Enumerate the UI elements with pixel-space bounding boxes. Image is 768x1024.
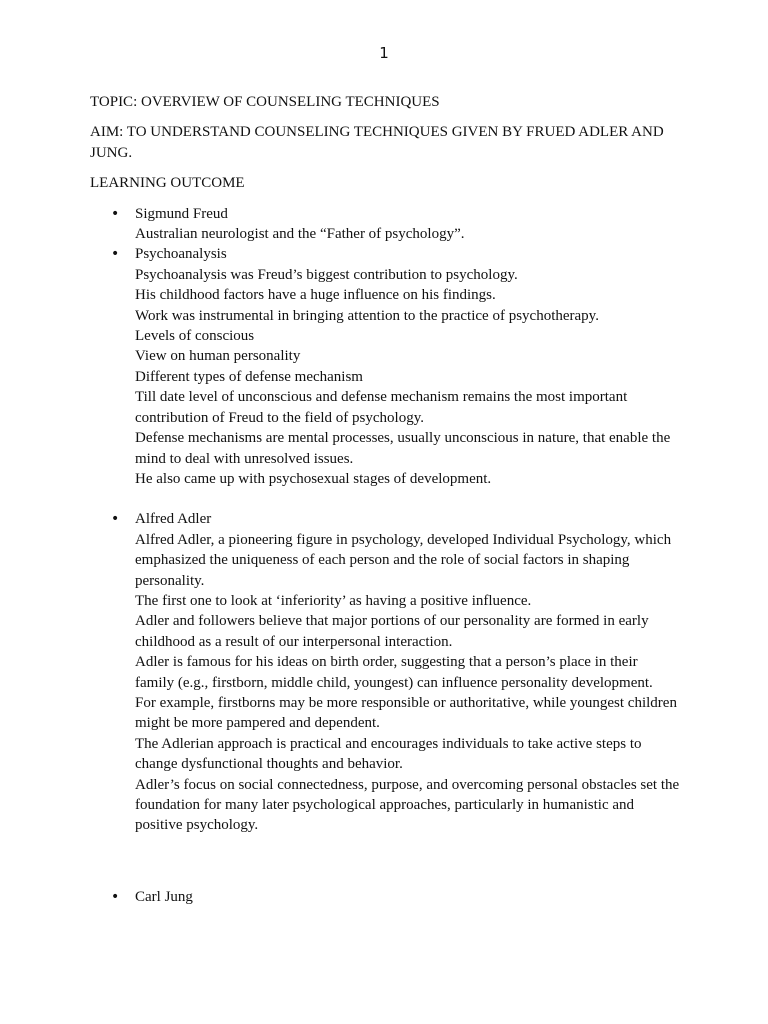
spacer: [90, 489, 680, 499]
bullet-icon: •: [111, 205, 120, 222]
psychoanalysis-line: His childhood factors have a huge influence on his findings.: [135, 287, 496, 304]
adler-line: The Adlerian approach is practical and encourages individuals to take active steps to change dysfunctional thoughts and behavior.: [135, 735, 642, 773]
psychoanalysis-heading: Psychoanalysis: [135, 246, 227, 263]
learning-outcome-heading: LEARNING OUTCOME: [90, 175, 245, 192]
list-item-freud: [90, 204, 680, 245]
adler-line: The first one to look at ‘inferiority’ as having a positive influence.: [135, 592, 532, 609]
psychoanalysis-line: Different types of defense mechanism: [135, 368, 363, 385]
list-item-psychoanalysis: [90, 244, 680, 489]
document-body: [90, 92, 680, 907]
psychoanalysis-line: Psychoanalysis was Freud’s biggest contribution to psychology.: [135, 266, 518, 283]
adler-line: Alfred Adler, a pioneering figure in psychology, developed Individual Psychology, which emphasized the uniqueness of each person and the role of social factors in shaping personality.: [135, 531, 672, 589]
adler-heading: Alfred Adler: [135, 511, 212, 528]
psychoanalysis-line: He also came up with psychosexual stages of development.: [135, 470, 492, 487]
freud-line: Australian neurologist and the “Father of psychology”.: [135, 226, 465, 243]
page-number: 1: [379, 44, 389, 62]
adler-line: Adler’s focus on social connectedness, purpose, and overcoming personal obstacles set the foundation for many later psychological approaches, particularly in humanistic and positive psychology.: [135, 776, 680, 834]
adler-line: For example, firstborns may be more responsible or authoritative, while youngest children might be more pampered and dependent.: [135, 694, 677, 732]
spacer: [90, 836, 680, 887]
psychoanalysis-line: View on human personality: [135, 348, 301, 365]
bullet-icon: •: [111, 246, 120, 263]
spacer: [90, 499, 680, 509]
adler-line: Adler is famous for his ideas on birth order, suggesting that a person’s place in their family (e.g., firstborn, middle child, youngest) can influence personality development.: [135, 654, 653, 691]
psychoanalysis-line: Defense mechanisms are mental processes, usually unconscious in nature, that enable the mind to deal with unresolved issues.: [135, 430, 671, 467]
outcome-list: [90, 204, 680, 908]
psychoanalysis-line: Work was instrumental in bringing attention to the practice of psychotherapy.: [135, 307, 599, 324]
psychoanalysis-line: Till date level of unconscious and defense mechanism remains the most important contribution of Freud to the field of psychology.: [135, 389, 628, 426]
adler-line: Adler and followers believe that major portions of our personality are formed in early childhood as a result of our interpersonal interaction.: [135, 613, 649, 650]
freud-heading: Sigmund Freud: [135, 205, 228, 222]
bullet-icon: •: [111, 888, 120, 905]
bullet-icon: •: [111, 511, 120, 528]
jung-heading: Carl Jung: [135, 888, 193, 905]
aim-line: AIM: TO UNDERSTAND COUNSELING TECHNIQUES GIVEN BY FRUED ADLER AND JUNG.: [90, 124, 664, 161]
topic-line: TOPIC: OVERVIEW OF COUNSELING TECHNIQUES: [90, 94, 440, 110]
psychoanalysis-line: Levels of conscious: [135, 328, 255, 345]
list-item-jung: [90, 887, 680, 907]
list-item-adler: [90, 509, 680, 836]
